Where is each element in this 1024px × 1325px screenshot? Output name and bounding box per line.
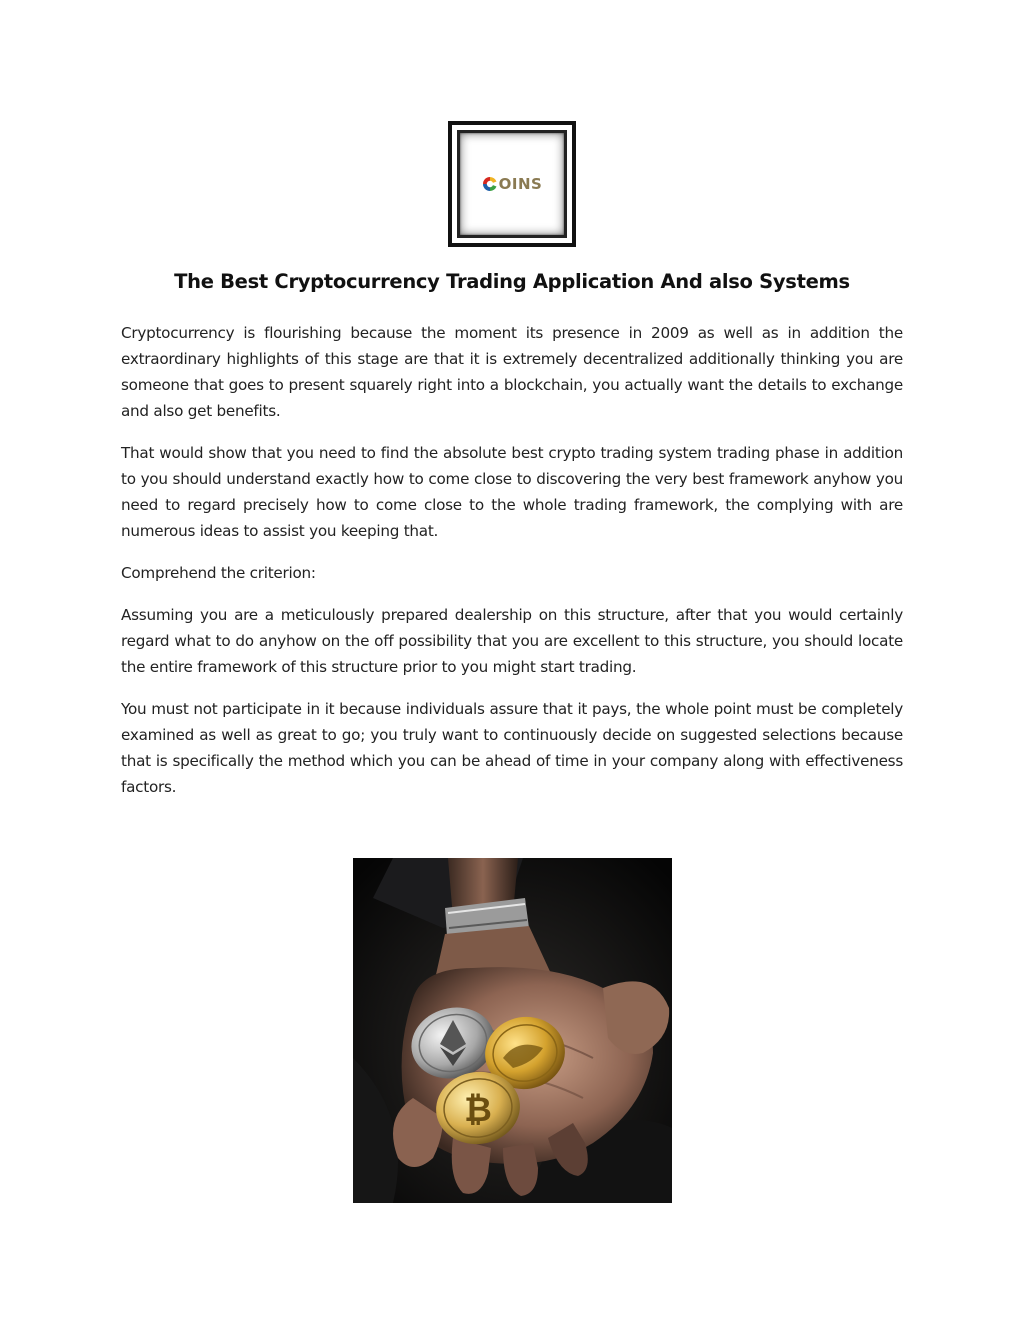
logo-text: OINS: [498, 175, 543, 193]
coins-logo-c-icon: [482, 176, 498, 192]
paragraph-5: You must not participate in it because individuals assure that it pays, the whole point must be completely examined as well as great to go; you truly want to continuously decide on suggested selections because that is specifically the method which you can be ahead of time in your company along with effectiveness factors.: [121, 700, 903, 796]
hand-holding-coins-illustration: [353, 858, 672, 1203]
logo-inner-border: [457, 130, 567, 238]
paragraph-3: Comprehend the criterion:: [121, 564, 316, 582]
svg-text:₿: ₿: [464, 1090, 492, 1130]
logo-frame: [448, 121, 576, 247]
coins-logo: [482, 175, 543, 193]
paragraph-4: Assuming you are a meticulously prepared dealership on this structure, after that you would certainly regard what to do anyhow on the off possibility that you are excellent to this structure, you should locate the entire framework of this structure prior to you might start trading.: [121, 606, 903, 676]
crypto-coins-photo: [353, 858, 672, 1203]
article-body: [121, 320, 903, 816]
article-title: The Best Cryptocurrency Trading Application And also Systems: [174, 270, 850, 293]
paragraph-1: Cryptocurrency is flourishing because the moment its presence in 2009 as well as in addition the extraordinary highlights of this stage are that it is extremely decentralized additionally thinking you are someone that goes to present squarely right into a blockchain, you actually want the details to exchange and also get benefits.: [121, 324, 903, 420]
paragraph-2: That would show that you need to find the absolute best crypto trading system trading phase in addition to you should understand exactly how to come close to discovering the very best framework anyhow you need to regard precisely how to come close to the whole trading framework, the complying with are numerous ideas to assist you keeping that.: [121, 444, 903, 540]
